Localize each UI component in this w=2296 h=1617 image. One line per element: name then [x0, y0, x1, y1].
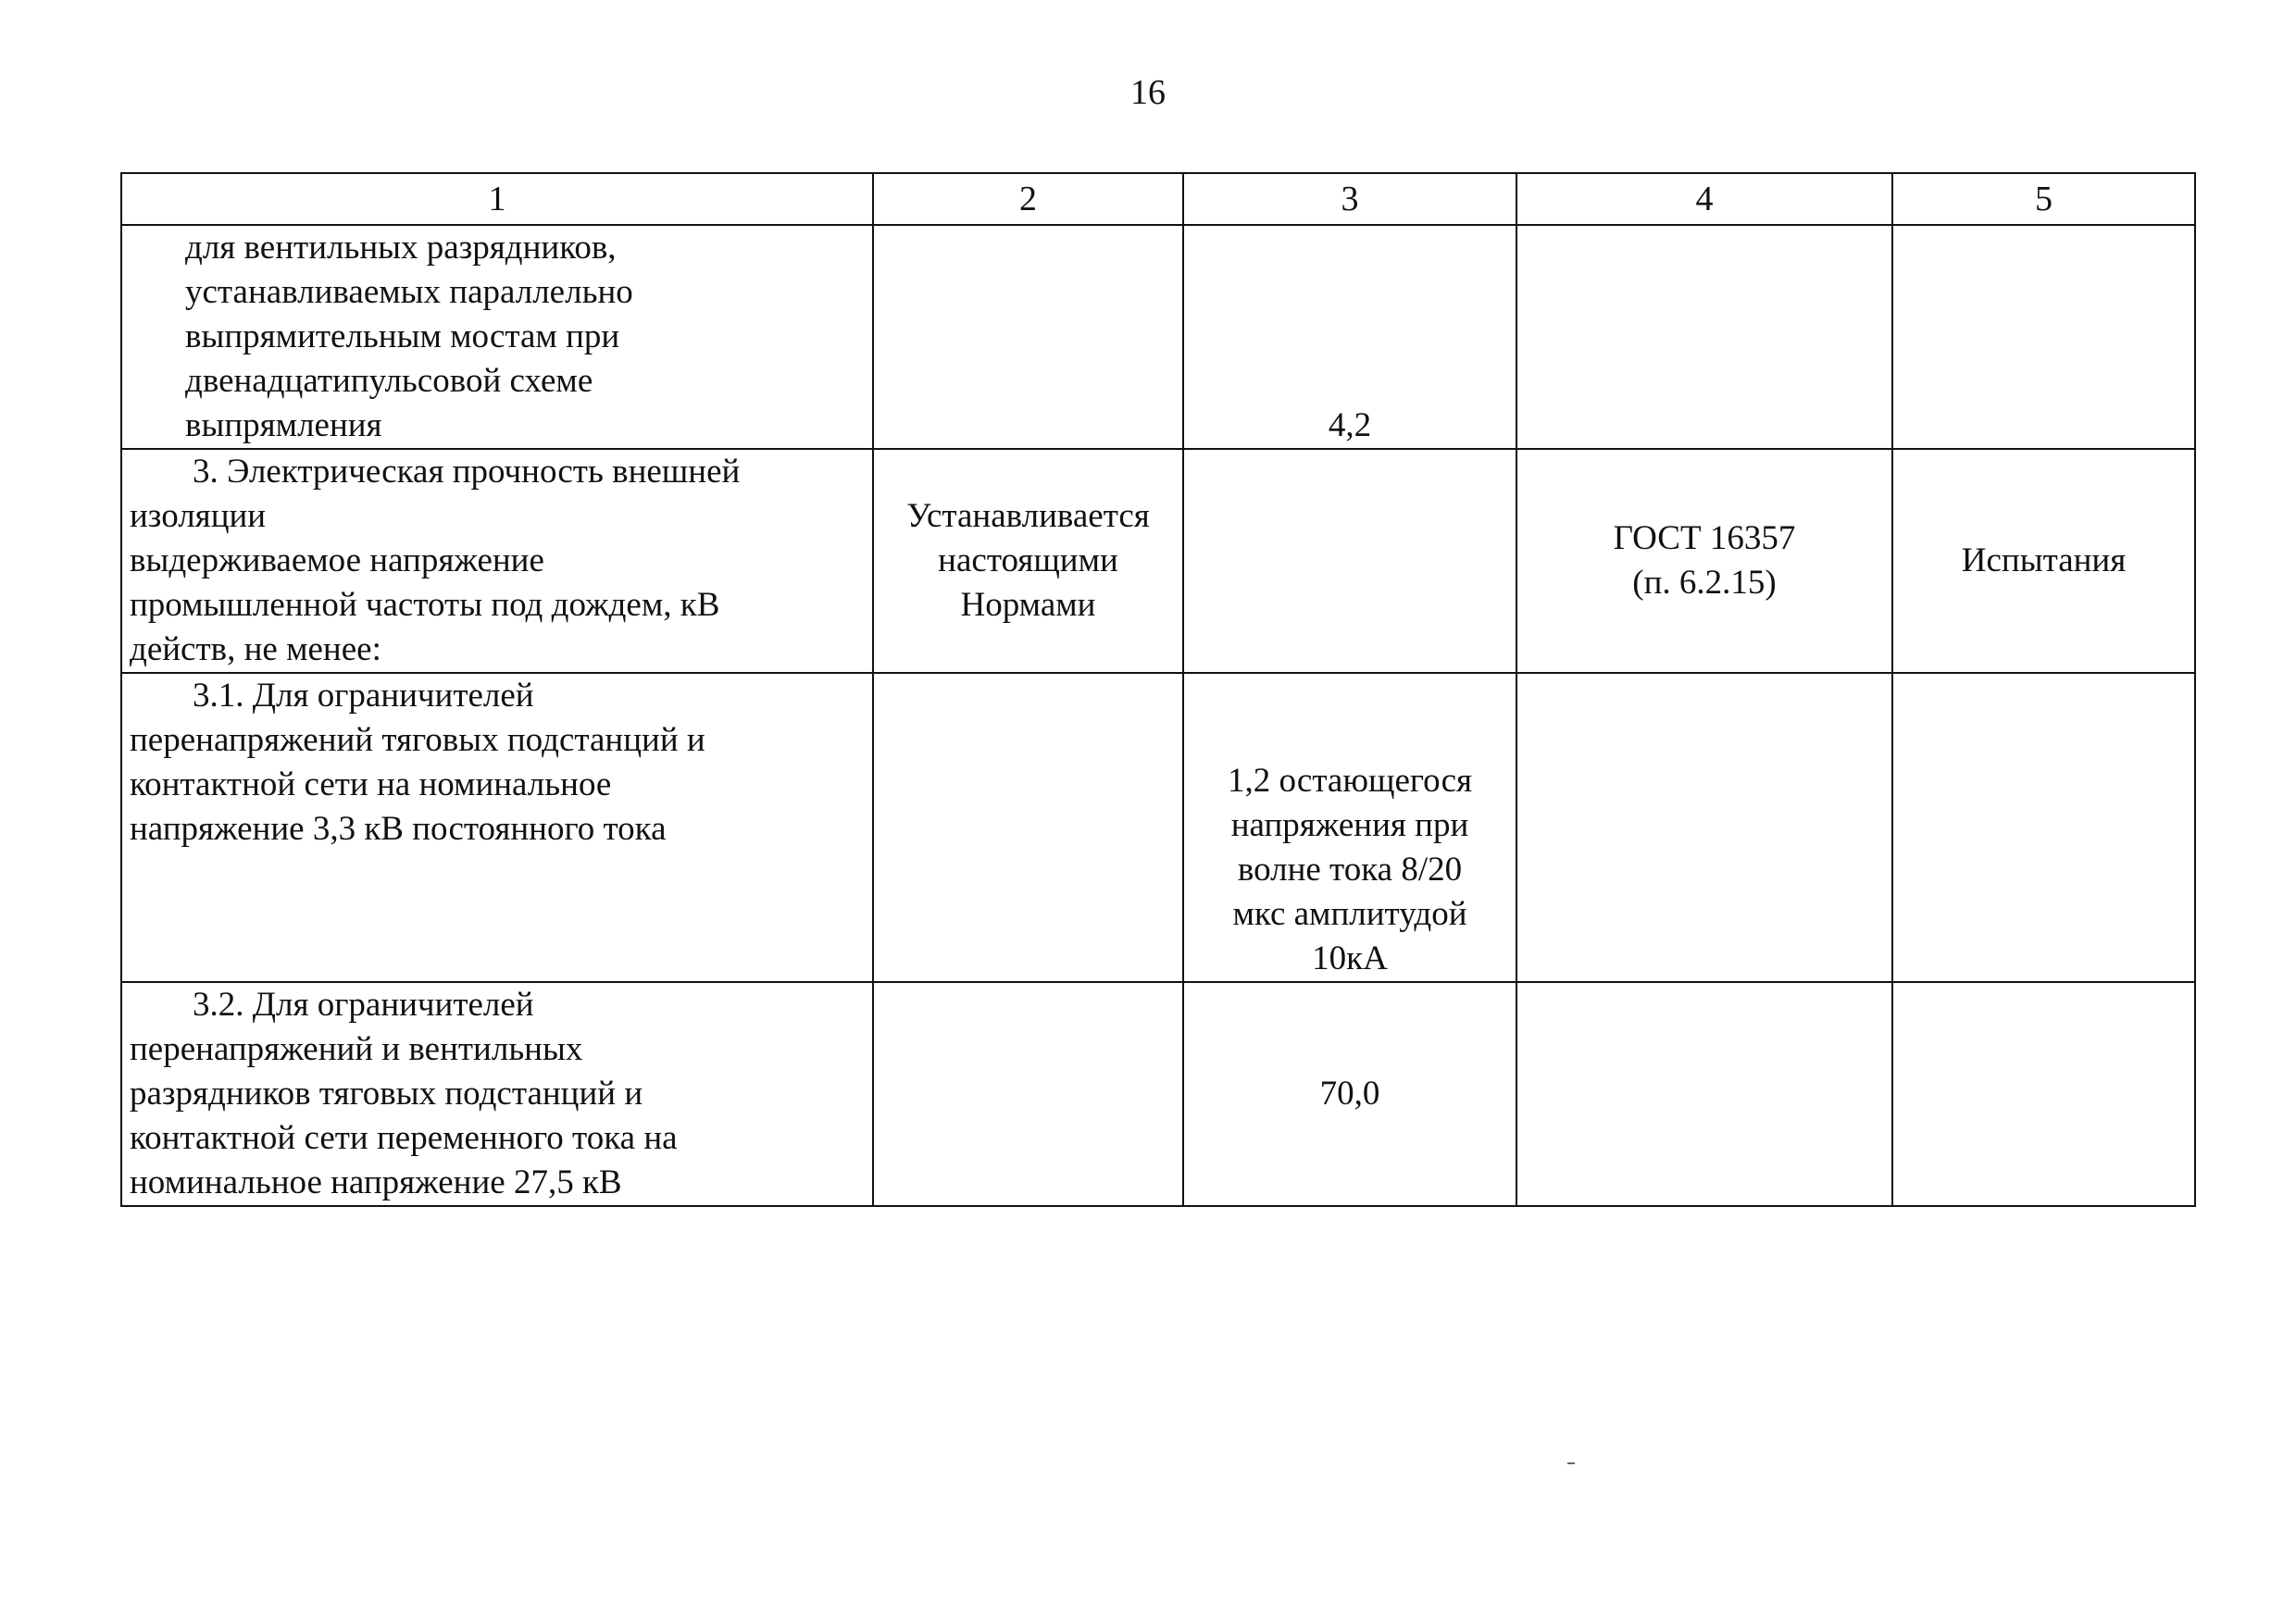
column-header-1: 1	[121, 173, 873, 225]
column-header-2: 2	[873, 173, 1183, 225]
table-row	[121, 982, 2195, 1206]
requirement-text-line: 3. Электрическая прочность внешней	[193, 453, 741, 491]
requirement-text-line: контактной сети на номинальное	[130, 765, 612, 803]
value-cell	[1183, 673, 1516, 982]
method-cell	[1892, 225, 2195, 449]
requirement-text-line: разрядников тяговых подстанций и	[130, 1075, 643, 1113]
value-line: 10кА	[1312, 939, 1388, 977]
requirement-text-line: промышленной частоты под дождем, кВ	[130, 586, 720, 624]
table-row	[121, 225, 2195, 449]
value-cell: 70,0	[1183, 982, 1516, 1206]
requirement-text-line: устанавливаемых параллельно	[185, 273, 633, 311]
norm-source-cell	[873, 449, 1183, 673]
requirement-text-line: выпрямления	[185, 406, 382, 444]
column-header-4: 4	[1516, 173, 1892, 225]
column-header-3: 3	[1183, 173, 1516, 225]
requirement-cell	[121, 673, 873, 982]
table-row	[121, 449, 2195, 673]
value-cell: 4,2	[1183, 225, 1516, 449]
norm-source-line: Устанавливается	[906, 497, 1150, 535]
requirements-table	[120, 172, 2196, 1207]
requirement-text-line: контактной сети переменного тока на	[130, 1119, 678, 1157]
requirement-text-line: действ, не менее:	[130, 630, 381, 668]
method-cell	[1892, 673, 2195, 982]
table-header-row	[121, 173, 2195, 225]
norm-source-line: настоящими	[938, 541, 1118, 579]
reference-cell	[1516, 673, 1892, 982]
requirement-cell	[121, 225, 873, 449]
norm-source-cell	[873, 673, 1183, 982]
requirement-text-line: выдерживаемое напряжение	[130, 541, 544, 579]
scan-dot-mark	[1567, 1462, 1575, 1464]
reference-cell	[1516, 982, 1892, 1206]
reference-cell	[1516, 449, 1892, 673]
reference-line: ГОСТ 16357	[1613, 519, 1796, 557]
method-cell	[1892, 982, 2195, 1206]
requirement-text-line: напряжение 3,3 кВ постоянного тока	[130, 810, 667, 848]
norm-source-line: Нормами	[960, 586, 1096, 624]
requirement-text-line: номинальное напряжение 27,5 кВ	[130, 1163, 622, 1201]
requirement-text-line: изоляции	[130, 497, 267, 535]
value-line: волне тока 8/20	[1237, 851, 1463, 889]
requirement-text-line: 3.2. Для ограничителей	[193, 986, 534, 1024]
table-row	[121, 673, 2195, 982]
requirement-text-line: 3.1. Для ограничителей	[193, 677, 534, 715]
page-number: 16	[1130, 73, 1166, 112]
value-line: напряжения при	[1230, 806, 1469, 844]
value-line: мкс амплитудой	[1232, 895, 1467, 933]
requirement-text-line: для вентильных разрядников,	[185, 229, 617, 267]
norm-source-cell	[873, 225, 1183, 449]
requirement-text-line: двенадцатипульсовой схеме	[185, 362, 593, 400]
requirement-text-line: перенапряжений тяговых подстанций и	[130, 721, 705, 759]
requirement-cell	[121, 449, 873, 673]
norm-source-cell	[873, 982, 1183, 1206]
requirement-text-line: перенапряжений и вентильных	[130, 1030, 583, 1068]
requirement-text-line: выпрямительным мостам при	[185, 317, 620, 355]
column-header-5: 5	[1892, 173, 2195, 225]
reference-cell	[1516, 225, 1892, 449]
reference-line: (п. 6.2.15)	[1632, 564, 1777, 602]
method-cell: Испытания	[1892, 449, 2195, 673]
requirement-cell	[121, 982, 873, 1206]
value-cell	[1183, 449, 1516, 673]
value-line: 1,2 остающегося	[1227, 762, 1473, 800]
